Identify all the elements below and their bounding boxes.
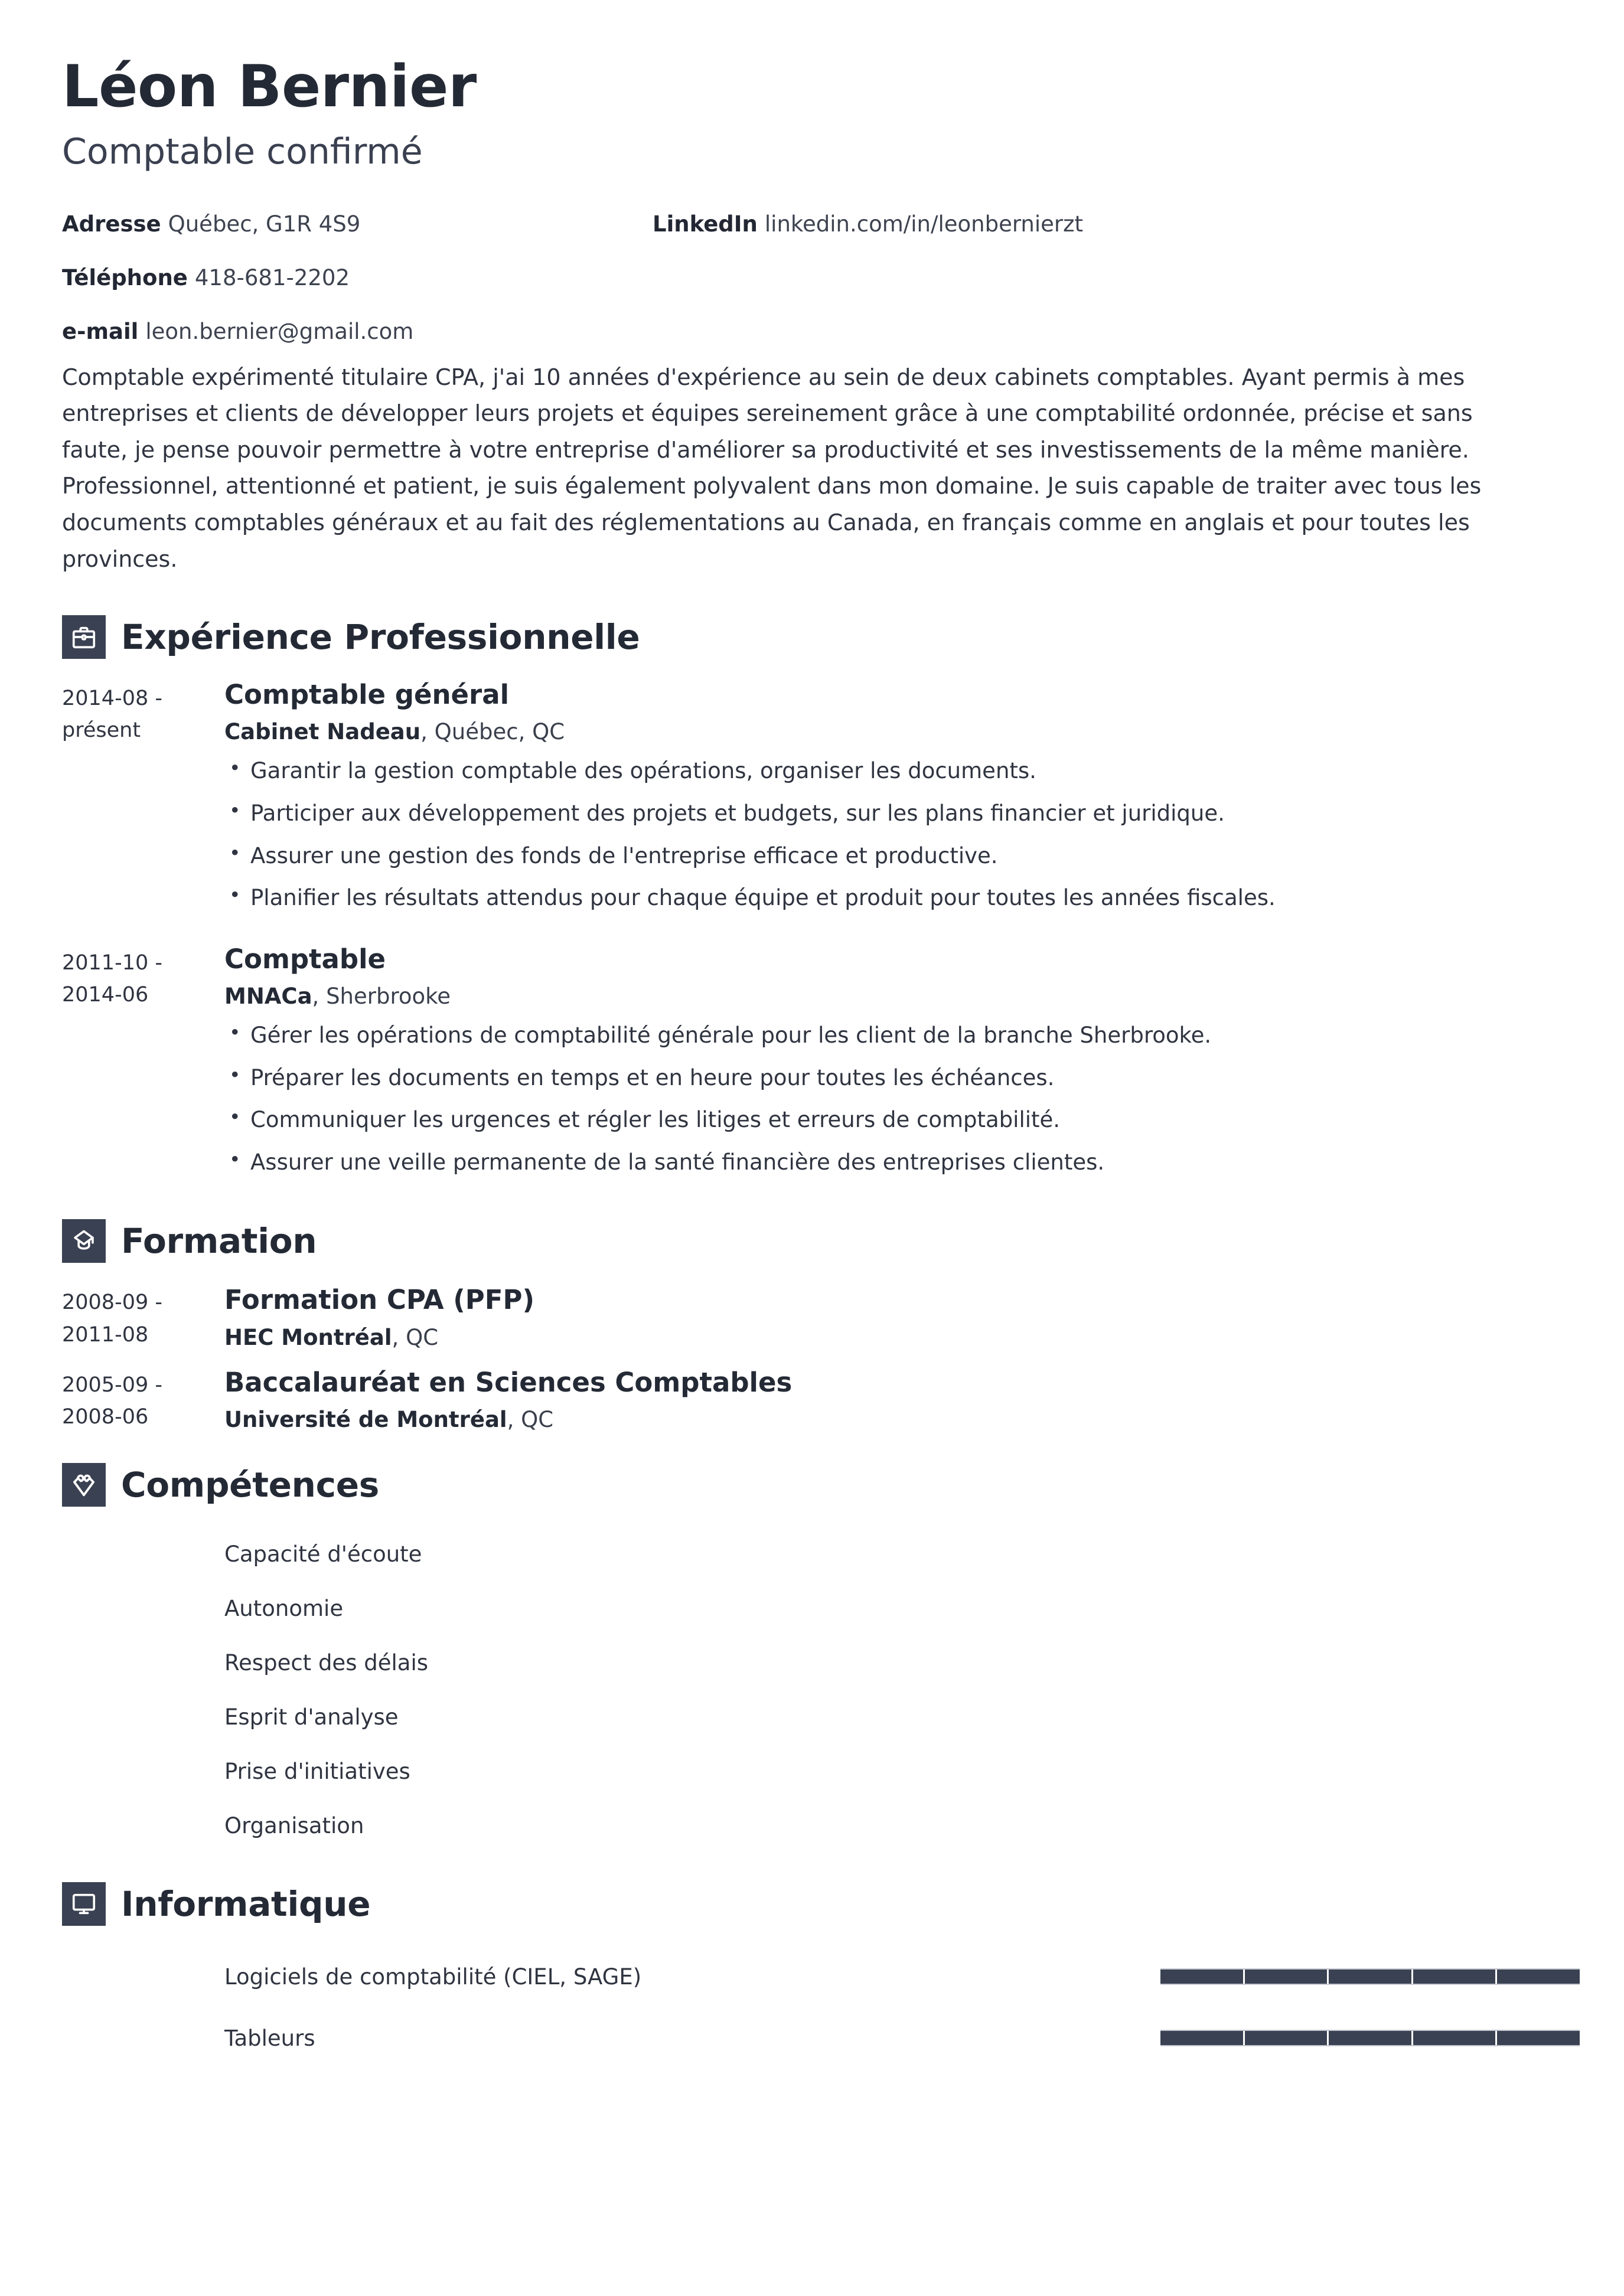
education-entry bbox=[62, 1283, 1562, 1351]
experience-entry bbox=[62, 943, 1562, 1190]
informatique-label: Logiciels de comptabilité (CIEL, SAGE) bbox=[224, 1964, 642, 1990]
bullet-item: • Garantir la gestion comptable des opérations, organiser les documents. bbox=[224, 756, 1562, 786]
contact-block bbox=[62, 213, 1562, 349]
entry-job-title: Comptable général bbox=[224, 679, 510, 711]
entry-school-name: Université de Montréal bbox=[224, 1406, 507, 1432]
formation-entries bbox=[62, 1283, 1562, 1433]
bullet-item: • Gérer les opérations de comptabilité générale pour les client de la branche Sherbrooke. bbox=[224, 1021, 1562, 1050]
entry-dates: 2014-08 - présent bbox=[62, 687, 162, 743]
informatique-row bbox=[62, 1946, 1562, 2007]
section-title-formation: Formation bbox=[121, 1221, 317, 1262]
section-title-competences: Compétences bbox=[121, 1465, 379, 1505]
experience-entry bbox=[62, 679, 1562, 926]
entry-dates: 2011-10 - 2014-06 bbox=[62, 951, 162, 1007]
section-header-competences bbox=[62, 1463, 1562, 1507]
graduation-cap-icon bbox=[62, 1219, 106, 1263]
entry-organization bbox=[224, 1406, 1562, 1433]
contact-label-adresse: Adresse bbox=[62, 211, 161, 237]
rating-segment bbox=[1497, 1970, 1580, 1984]
contact-value-email[interactable]: leon.bernier@gmail.com bbox=[145, 318, 414, 344]
professional-summary: Comptable expérimenté titulaire CPA, j'ai 10 années d'expérience au sein de deux cabinets comptables. Ayant permis à mes entreprises et clients de développer leurs projets et équipes sereinement grâce à une comptabilité ordonnée, précise et sans faute, je pense pouvoir permettre à votre entreprise d'améliorer sa productivité et ses investissements de la même manière. Professionnel, attentionné et patient, je suis également polyvalent dans mon domaine. Je suis capable de traiter avec tous les documents comptables généraux et au fait des réglementations au Canada, en français comme en anglais et pour toutes les provinces. bbox=[62, 364, 1482, 572]
informatique-row bbox=[62, 2007, 1562, 2069]
section-title-informatique: Informatique bbox=[121, 1884, 371, 1925]
entry-school-location: , QC bbox=[507, 1406, 554, 1432]
section-title-experience: Expérience Professionnelle bbox=[121, 617, 640, 658]
bullet-item: • Assurer une veille permanente de la santé financière des entreprises clientes. bbox=[224, 1148, 1562, 1177]
entry-bullet-list bbox=[224, 1021, 1562, 1177]
briefcase-icon bbox=[62, 615, 106, 659]
entry-organization bbox=[224, 1324, 1562, 1351]
entry-job-title: Comptable bbox=[224, 943, 386, 975]
rating-segment bbox=[1413, 2031, 1498, 2045]
bullet-item: • Participer aux développement des projets et budgets, sur les plans financier et juridique. bbox=[224, 799, 1562, 828]
contact-label-telephone: Téléphone bbox=[62, 264, 188, 290]
contact-value-adresse: Québec, G1R 4S9 bbox=[168, 211, 361, 237]
contact-row-telephone bbox=[62, 264, 593, 290]
resume-header bbox=[62, 53, 1562, 349]
contact-label-email: e-mail bbox=[62, 318, 139, 344]
informatique-list bbox=[62, 1946, 1562, 2069]
rating-segment bbox=[1497, 2031, 1580, 2045]
competence-row bbox=[62, 1744, 1562, 1798]
section-header-informatique bbox=[62, 1882, 1562, 1926]
contact-value-telephone[interactable]: 418-681-2202 bbox=[194, 264, 350, 290]
entry-body bbox=[224, 679, 1562, 926]
competence-row bbox=[62, 1798, 1562, 1853]
section-header-experience bbox=[62, 615, 1562, 659]
section-header-formation bbox=[62, 1219, 1562, 1263]
rating-segment bbox=[1160, 2031, 1245, 2045]
entry-body bbox=[224, 1283, 1562, 1351]
entry-organization bbox=[224, 718, 1562, 746]
contact-column-right bbox=[653, 213, 1538, 267]
entry-degree-title: Formation CPA (PFP) bbox=[224, 1284, 535, 1316]
entry-degree-title: Baccalauréat en Sciences Comptables bbox=[224, 1366, 793, 1398]
competence-label: Autonomie bbox=[224, 1595, 344, 1621]
informatique-rating-bar bbox=[1160, 1968, 1580, 1985]
entry-body bbox=[224, 1366, 1562, 1433]
competence-label: Respect des délais bbox=[224, 1650, 428, 1676]
entry-organization bbox=[224, 983, 1562, 1010]
monitor-icon bbox=[62, 1882, 106, 1926]
gem-icon bbox=[62, 1463, 106, 1507]
competence-row bbox=[62, 1690, 1562, 1744]
bullet-item: • Communiquer les urgences et régler les litiges et erreurs de comptabilité. bbox=[224, 1105, 1562, 1135]
contact-row-adresse bbox=[62, 213, 593, 235]
entry-company-name: Cabinet Nadeau bbox=[224, 719, 421, 745]
entry-company-name: MNACa bbox=[224, 983, 312, 1009]
rating-segment bbox=[1160, 1970, 1245, 1984]
entry-body bbox=[224, 943, 1562, 1190]
bullet-item: • Assurer une gestion des fonds de l'entreprise efficace et productive. bbox=[224, 841, 1562, 871]
rating-segment bbox=[1329, 1970, 1413, 1984]
bullet-item: • Préparer les documents en temps et en heure pour toutes les échéances. bbox=[224, 1063, 1562, 1093]
entry-dates: 2005-09 - 2008-06 bbox=[62, 1373, 162, 1429]
competence-label: Organisation bbox=[224, 1812, 364, 1838]
competence-label: Esprit d'analyse bbox=[224, 1704, 399, 1730]
experience-entries bbox=[62, 679, 1562, 1190]
entry-school-location: , QC bbox=[392, 1324, 439, 1350]
education-entry bbox=[62, 1366, 1562, 1433]
competence-label: Prise d'initiatives bbox=[224, 1758, 410, 1784]
competence-label: Capacité d'écoute bbox=[224, 1541, 422, 1567]
competence-row bbox=[62, 1635, 1562, 1690]
entry-bullet-list bbox=[224, 756, 1562, 912]
informatique-rating-bar bbox=[1160, 2030, 1580, 2046]
rating-segment bbox=[1245, 1970, 1329, 1984]
bullet-item: • Planifier les résultats attendus pour chaque équipe et produit pour toutes les années fiscales. bbox=[224, 883, 1562, 913]
competence-row bbox=[62, 1527, 1562, 1581]
entry-school-name: HEC Montréal bbox=[224, 1324, 392, 1350]
job-title: Comptable confirmé bbox=[62, 130, 423, 172]
entry-dates: 2008-09 - 2011-08 bbox=[62, 1291, 162, 1347]
contact-label-linkedin: LinkedIn bbox=[653, 211, 758, 237]
rating-segment bbox=[1245, 2031, 1329, 2045]
contact-row-email bbox=[62, 318, 593, 344]
entry-company-location: , Sherbrooke bbox=[312, 983, 451, 1009]
rating-segment bbox=[1413, 1970, 1498, 1984]
entry-company-location: , Québec, QC bbox=[420, 719, 565, 745]
informatique-label: Tableurs bbox=[224, 2025, 315, 2051]
competence-row bbox=[62, 1581, 1562, 1635]
contact-column-left bbox=[62, 213, 593, 374]
contact-value-linkedin[interactable]: linkedin.com/in/leonbernierzt bbox=[764, 211, 1084, 237]
contact-row-linkedin bbox=[653, 213, 1538, 235]
page-title: Léon Bernier bbox=[62, 53, 477, 120]
competences-list bbox=[62, 1527, 1562, 1853]
rating-segment bbox=[1329, 2031, 1413, 2045]
